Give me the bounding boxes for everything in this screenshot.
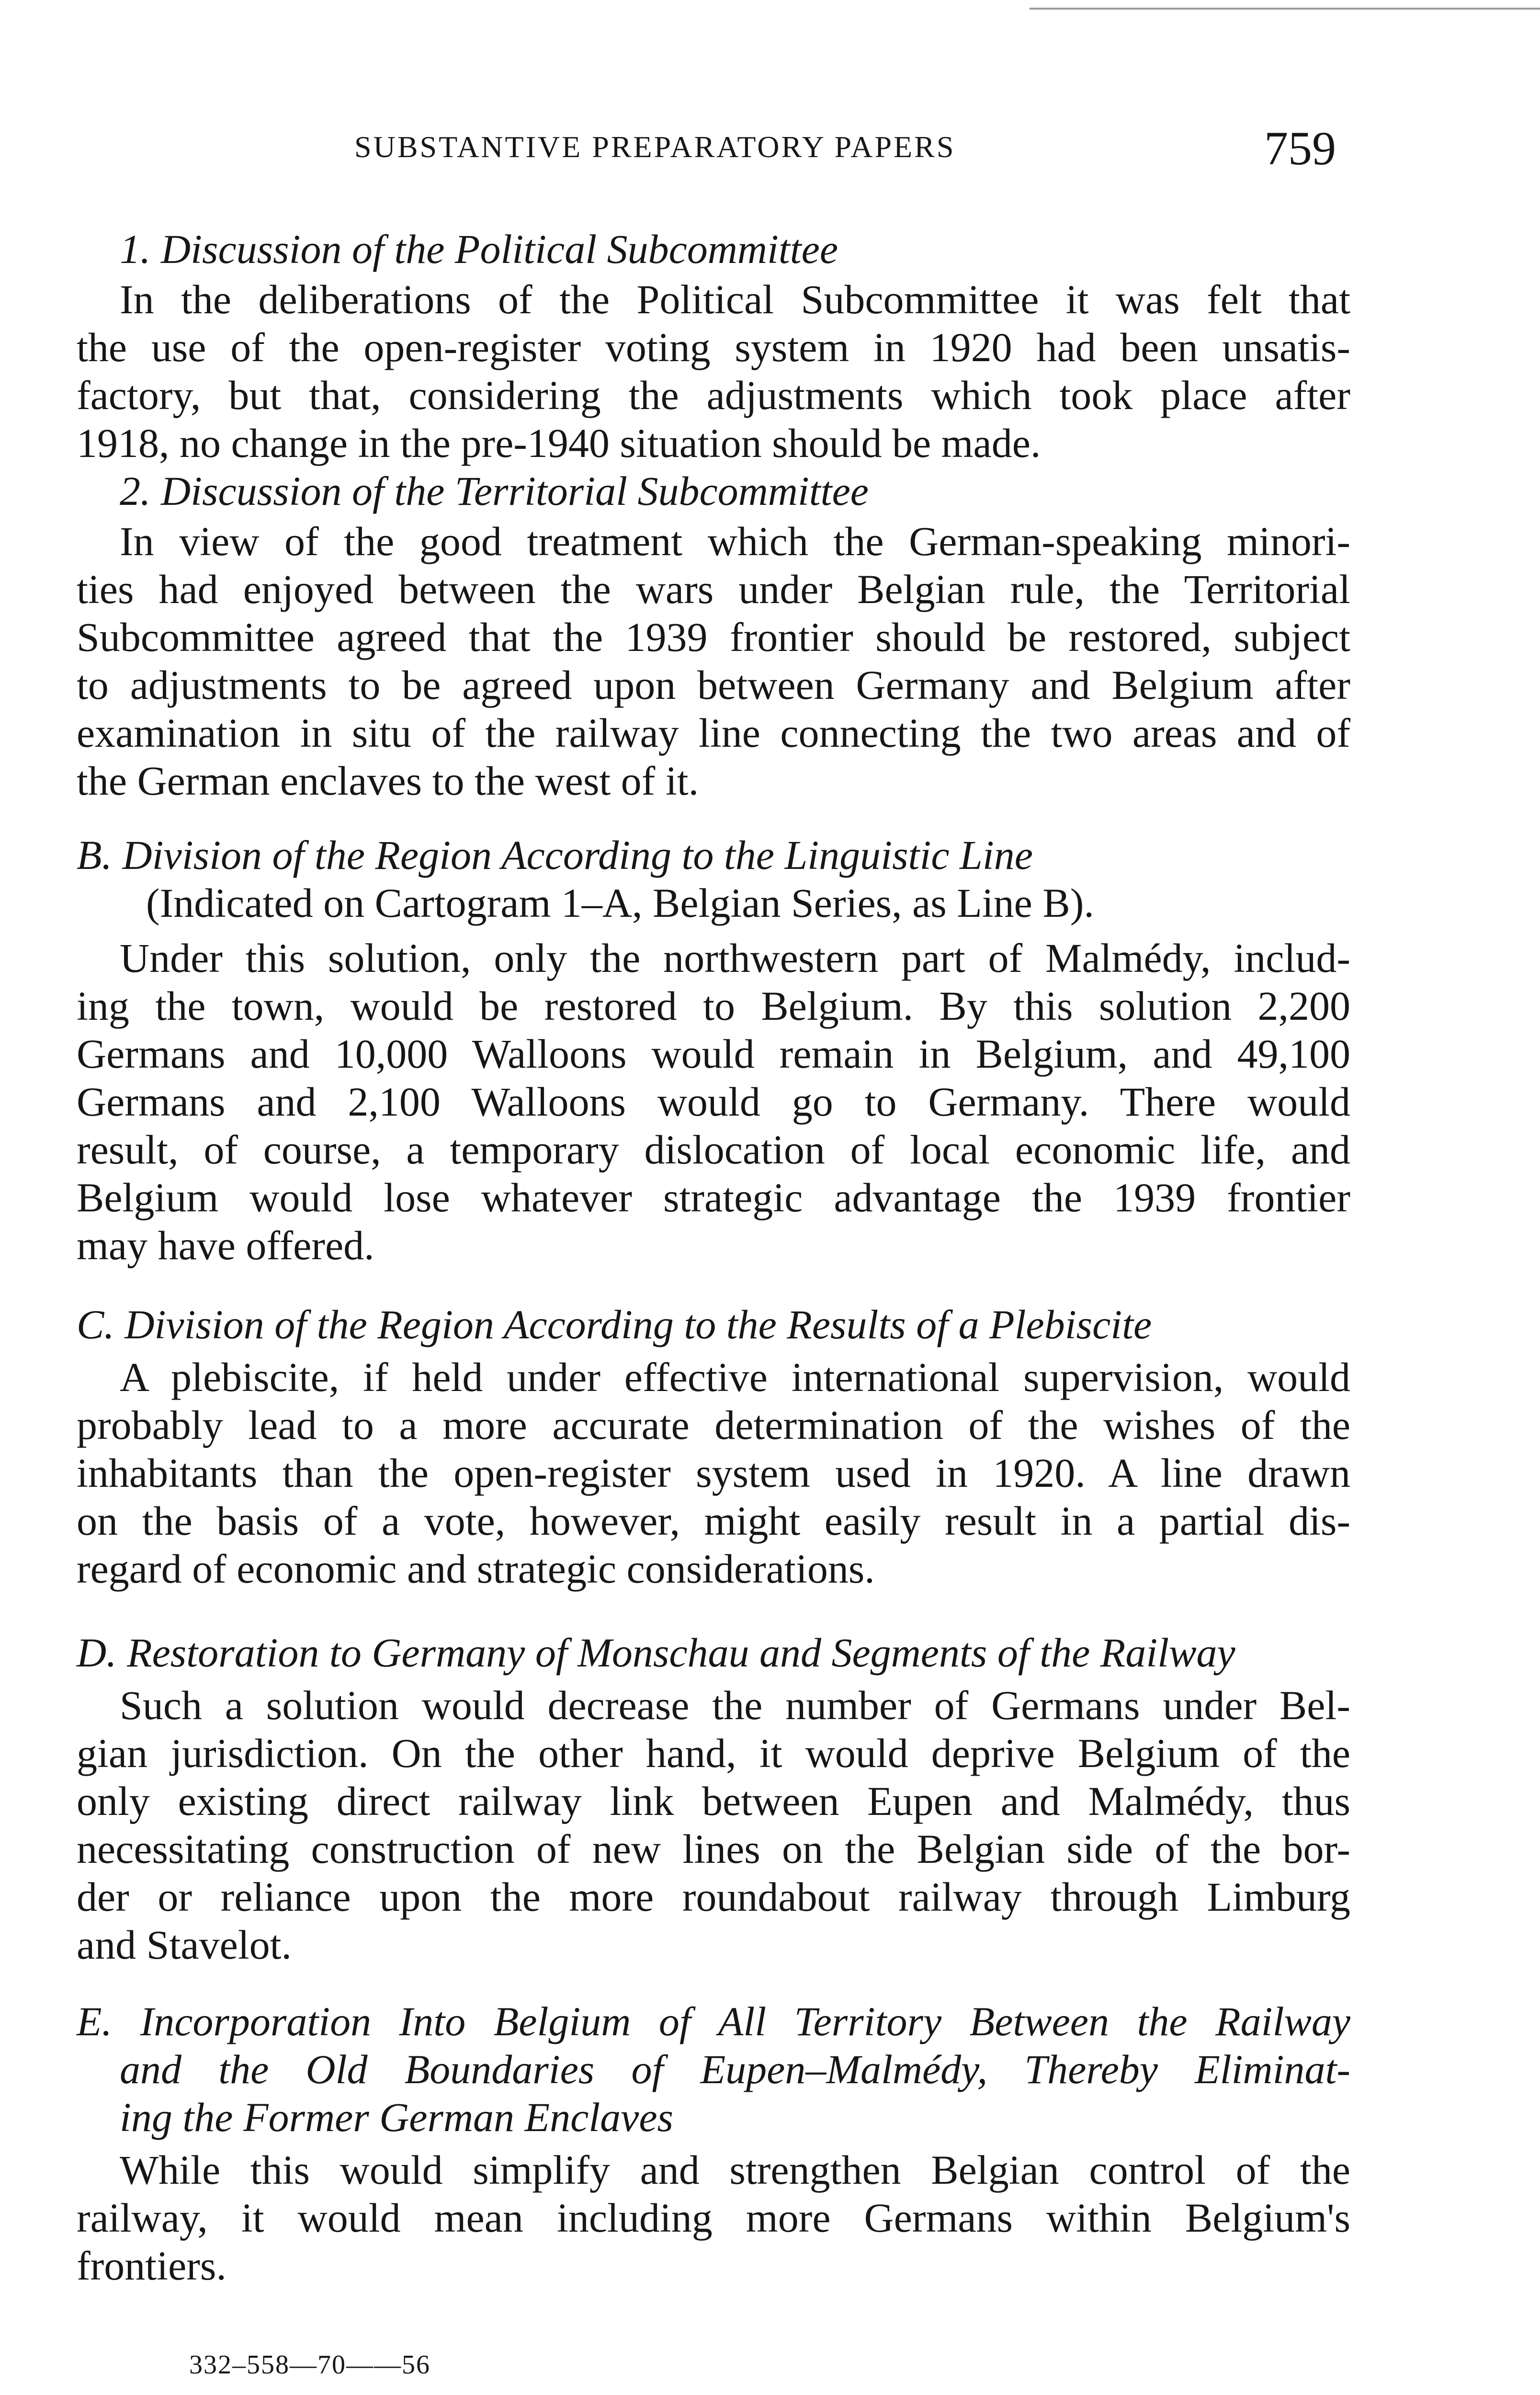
- paragraph-line: probably lead to a more accurate determination of the wishes of the: [77, 1402, 1350, 1448]
- paragraph-line: inhabitants than the open-register system used in 1920. A line drawn: [77, 1450, 1350, 1496]
- paragraph-line: In view of the good treatment which the German-speaking minori-: [120, 518, 1350, 564]
- page-number: 759: [1264, 122, 1336, 175]
- paragraph-line: the use of the open-register voting system in 1920 had been unsatis-: [77, 324, 1350, 370]
- paragraph-line: ties had enjoyed between the wars under Belgian rule, the Territorial: [77, 566, 1350, 612]
- printing-code: 332–558—70——56: [189, 2350, 430, 2380]
- paragraph-line: necessitating construction of new lines on the Belgian side of the bor-: [77, 1826, 1350, 1872]
- subsection-heading-territorial: 2. Discussion of the Territorial Subcommittee: [120, 468, 869, 514]
- paragraph-line: frontiers.: [77, 2243, 226, 2289]
- paragraph-line: result, of course, a temporary dislocation of local economic life, and: [77, 1127, 1350, 1173]
- paragraph-line: on the basis of a vote, however, might easily result in a partial dis-: [77, 1498, 1350, 1544]
- paragraph-line: examination in situ of the railway line connecting the two areas and of: [77, 710, 1350, 756]
- section-heading-b-note: (Indicated on Cartogram 1–A, Belgian Series, as Line B).: [146, 880, 1094, 926]
- paragraph-line: gian jurisdiction. On the other hand, it would deprive Belgium of the: [77, 1730, 1350, 1776]
- paragraph-line: Germans and 2,100 Walloons would go to Germany. There would: [77, 1079, 1350, 1125]
- section-heading-c: C. Division of the Region According to the Results of a Plebiscite: [77, 1301, 1152, 1347]
- paragraph-line: 1918, no change in the pre-1940 situation should be made.: [77, 420, 1041, 466]
- section-heading-e: E. Incorporation Into Belgium of All Territory Between the Railway: [77, 1998, 1350, 2044]
- paragraph-line: and Stavelot.: [77, 1922, 292, 1968]
- paragraph-line: Under this solution, only the northwestern part of Malmédy, includ-: [120, 935, 1350, 981]
- paragraph-line: Belgium would lose whatever strategic advantage the 1939 frontier: [77, 1175, 1350, 1220]
- paragraph-line: railway, it would mean including more Germans within Belgium's: [77, 2195, 1350, 2241]
- paragraph-line: A plebiscite, if held under effective international supervision, would: [120, 1354, 1350, 1400]
- paragraph-line: only existing direct railway link between Eupen and Malmédy, thus: [77, 1778, 1350, 1824]
- paragraph-line: regard of economic and strategic considerations.: [77, 1546, 875, 1592]
- paragraph-line: to adjustments to be agreed upon between Germany and Belgium after: [77, 662, 1350, 708]
- section-heading-e-line: and the Old Boundaries of Eupen–Malmédy, Thereby Eliminat-: [120, 2046, 1350, 2092]
- paragraph-line: In the deliberations of the Political Subcommittee it was felt that: [120, 276, 1350, 322]
- paragraph-line: the German enclaves to the west of it.: [77, 758, 699, 804]
- paragraph-line: Such a solution would decrease the number of Germans under Bel-: [120, 1682, 1350, 1728]
- paragraph-line: Germans and 10,000 Walloons would remain in Belgium, and 49,100: [77, 1031, 1350, 1077]
- section-heading-b: B. Division of the Region According to the Linguistic Line: [77, 832, 1033, 878]
- section-heading-d: D. Restoration to Germany of Monschau and Segments of the Railway: [77, 1630, 1235, 1676]
- top-rule: [1030, 8, 1540, 10]
- paragraph-line: factory, but that, considering the adjustments which took place after: [77, 372, 1350, 418]
- subsection-heading-political: 1. Discussion of the Political Subcommittee: [120, 226, 838, 272]
- paragraph-line: may have offered.: [77, 1222, 374, 1268]
- paragraph-line: While this would simplify and strengthen Belgian control of the: [120, 2147, 1350, 2193]
- running-title: SUBSTANTIVE PREPARATORY PAPERS: [354, 130, 956, 164]
- paragraph-line: ing the town, would be restored to Belgium. By this solution 2,200: [77, 983, 1350, 1029]
- paragraph-line: der or reliance upon the more roundabout railway through Limburg: [77, 1874, 1350, 1920]
- section-heading-e-line: ing the Former German Enclaves: [120, 2094, 673, 2140]
- paragraph-line: Subcommittee agreed that the 1939 frontier should be restored, subject: [77, 614, 1350, 660]
